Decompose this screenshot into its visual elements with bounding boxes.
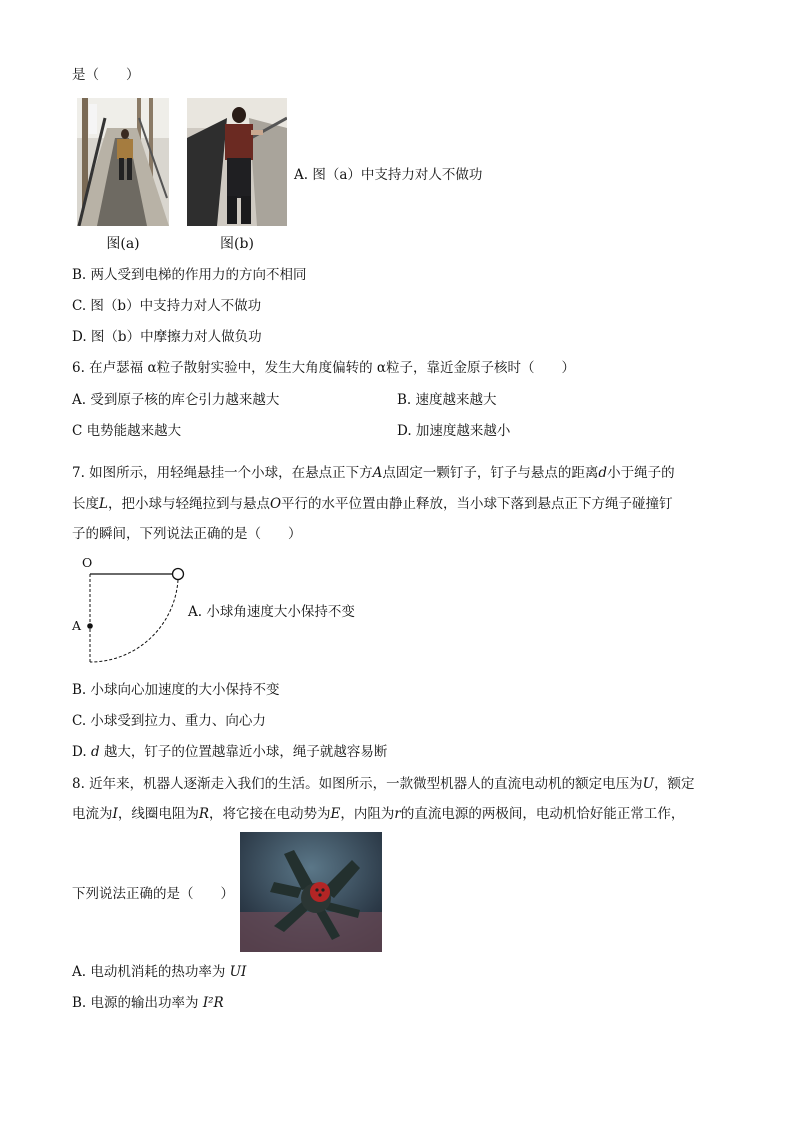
caption-fig-b: 图(b) (220, 236, 254, 252)
q5-option-c: C. 图（b）中支持力对人不做功 (72, 298, 262, 314)
q6-option-b: B. 速度越来越大 (397, 392, 497, 408)
q7-option-b: B. 小球向心加速度的大小保持不变 (72, 682, 280, 698)
q6-option-c: C 电势能越来越大 (72, 423, 182, 439)
q7-stem-line2: 长度L，把小球与轻绳拉到与悬点O平行的水平位置由静止释放，当小球下落到悬点正下方绳子碰撞钉 (72, 496, 673, 512)
q8-option-a: A. 电动机消耗的热功率为 UI (72, 964, 247, 980)
q8-stem-line1: 8. 近年来，机器人逐渐走入我们的生活。如图所示，一款微型机器人的直流电动机的额定电压为U，额定 (72, 776, 695, 792)
escalator-photo-a (77, 98, 169, 226)
q7-stem-line1: 7. 如图所示，用轻绳悬挂一个小球，在悬点正下方A点固定一颗钉子，钉子与悬点的距离d小于绳子的 (72, 465, 675, 481)
robot-photo (240, 832, 382, 952)
q5-option-b: B. 两人受到电梯的作用力的方向不相同 (72, 267, 307, 283)
q6-option-d: D. 加速度越来越小 (397, 423, 511, 439)
q7-option-c: C. 小球受到拉力、重力、向心力 (72, 713, 266, 729)
q6-stem: 6. 在卢瑟福 α粒子散射实验中，发生大角度偏转的 α粒子，靠近金原子核时（ ） (72, 360, 575, 376)
q7-stem-line3: 子的瞬间，下列说法正确的是（ ） (72, 526, 302, 542)
label-point-a: A (72, 618, 82, 633)
q7-option-d: D. d 越大，钉子的位置越靠近小球，绳子就越容易断 (72, 744, 388, 760)
q5-option-d: D. 图（b）中摩擦力对人做负功 (72, 329, 262, 345)
escalator-photo-b (187, 98, 287, 226)
q6-option-a: A. 受到原子核的库仑引力越来越大 (72, 392, 280, 408)
q8-stem-line3: 下列说法正确的是（ ） (72, 886, 234, 902)
q8-stem-line2: 电流为I，线圈电阻为R，将它接在电动势为E，内阻为r的直流电源的两极间，电动机恰好能正常工作， (72, 806, 685, 822)
caption-fig-a: 图(a) (106, 236, 140, 252)
q8-option-b: B. 电源的输出功率为 I²R (72, 995, 224, 1011)
pendulum-diagram (68, 556, 188, 668)
label-point-o: O (82, 555, 93, 570)
lead-text: 是（ ） (72, 67, 140, 83)
q7-option-a: A. 小球角速度大小保持不变 (188, 604, 355, 620)
q5-option-a: A. 图（a）中支持力对人不做功 (294, 167, 483, 183)
